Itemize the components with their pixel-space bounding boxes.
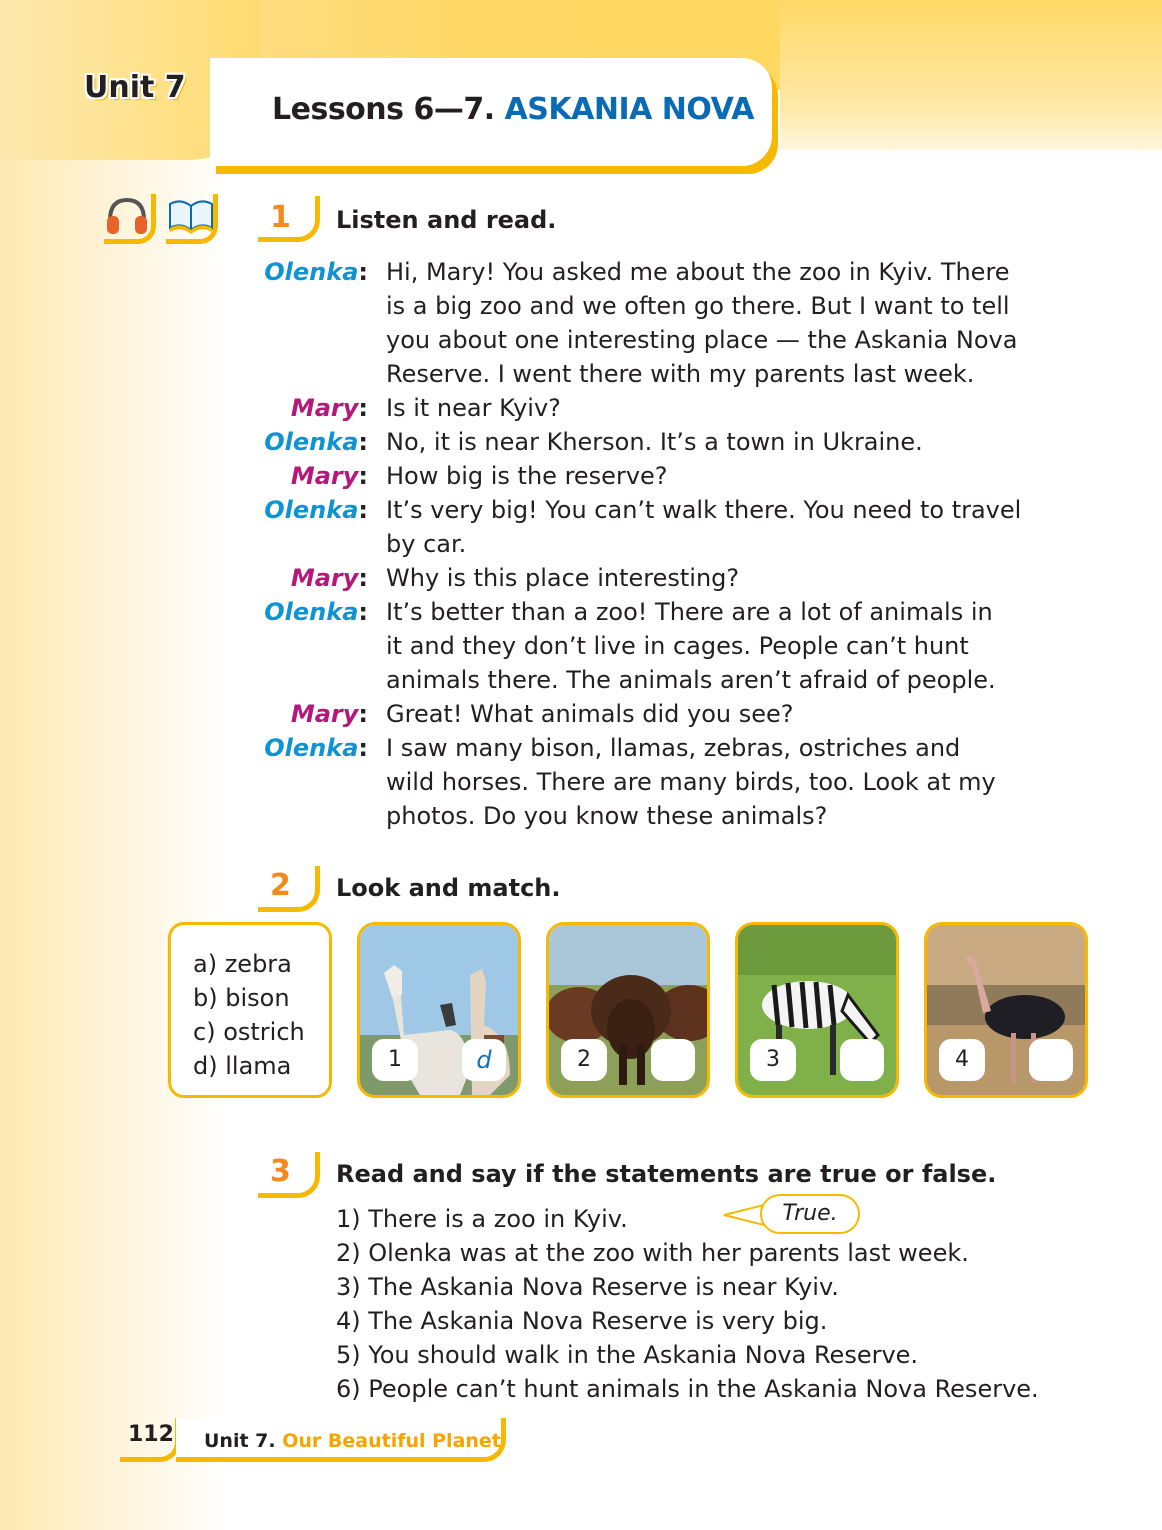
lesson-title	[272, 92, 754, 127]
dialog-text: animals there. The animals aren’t afraid of people.	[386, 666, 996, 694]
task3-number: 3	[270, 1154, 291, 1189]
speaker-name: Olenka	[264, 428, 359, 456]
dialog-line	[240, 289, 1100, 323]
speaker-label	[291, 561, 368, 595]
lesson-name: ASKANIA NOVA	[504, 92, 754, 127]
speaker-label	[291, 459, 368, 493]
statement-item: 3) The Askania Nova Reserve is near Kyiv.	[336, 1273, 839, 1301]
speaker-colon: :	[358, 428, 368, 456]
dialog-line	[240, 255, 1100, 289]
dialog-line	[240, 323, 1100, 357]
speaker-label	[291, 697, 368, 731]
photo-llama	[357, 922, 521, 1098]
dialog	[240, 255, 1100, 833]
example-answer-bubble: True.	[760, 1194, 860, 1234]
speaker-name: Mary	[290, 564, 359, 592]
dialog-line	[240, 561, 1100, 595]
speaker-colon: :	[358, 394, 368, 422]
dialog-text: It’s better than a zoo! There are a lot of animals in	[386, 598, 993, 626]
dialog-line	[240, 731, 1100, 765]
dialog-text: Hi, Mary! You asked me about the zoo in Kyiv. There	[386, 258, 1010, 286]
dialog-text: Is it near Kyiv?	[386, 394, 561, 422]
dialog-text: How big is the reserve?	[386, 462, 668, 490]
dialog-line	[240, 357, 1100, 391]
dialog-line	[240, 391, 1100, 425]
statements-list	[336, 1202, 1039, 1406]
speaker-colon: :	[358, 700, 368, 728]
word-item: a) zebra	[193, 950, 292, 978]
task3-title: Read and say if the statements are true or false.	[336, 1160, 997, 1188]
speaker-label	[264, 425, 368, 459]
statement-item: 6) People can’t hunt animals in the Askania Nova Reserve.	[336, 1375, 1039, 1403]
word-item: d) llama	[193, 1052, 292, 1080]
speaker-colon: :	[358, 734, 368, 762]
dialog-line	[240, 629, 1100, 663]
headphones-icon	[104, 194, 156, 244]
speaker-colon: :	[358, 564, 368, 592]
speaker-label	[264, 493, 368, 527]
answer-box[interactable]	[651, 1039, 695, 1081]
page-number: 112	[128, 1422, 174, 1447]
dialog-text: wild horses. There are many birds, too. Look at my	[386, 768, 996, 796]
speaker-name: Olenka	[264, 598, 359, 626]
unit-label: Unit 7	[84, 70, 186, 105]
page-footer	[120, 1418, 510, 1464]
task2-number: 2	[270, 868, 291, 903]
dialog-line	[240, 595, 1100, 629]
footer-unit-name: Our Beautiful Planet	[282, 1430, 501, 1452]
speaker-label	[264, 255, 368, 289]
answer-box[interactable]	[1029, 1039, 1073, 1081]
photo-zebra	[735, 922, 899, 1098]
dialog-line	[240, 799, 1100, 833]
footer-unit-title	[204, 1430, 501, 1452]
dialog-text: Great! What animals did you see?	[386, 700, 794, 728]
dialog-line	[240, 765, 1100, 799]
photo-number: 2	[561, 1039, 607, 1081]
speaker-colon: :	[358, 598, 368, 626]
book-icon	[166, 194, 218, 244]
dialog-line	[240, 425, 1100, 459]
speaker-name: Olenka	[264, 258, 359, 286]
statement-item: 4) The Askania Nova Reserve is very big.	[336, 1307, 828, 1335]
answer-box[interactable]: d	[462, 1039, 506, 1081]
statement-item: 5) You should walk in the Askania Nova Reserve.	[336, 1341, 919, 1369]
photo-number: 3	[750, 1039, 796, 1081]
dialog-text: photos. Do you know these animals?	[386, 802, 828, 830]
speaker-label	[291, 391, 368, 425]
photo-bison	[546, 922, 710, 1098]
speaker-label	[264, 595, 368, 629]
dialog-text: Why is this place interesting?	[386, 564, 740, 592]
dialog-text: it and they don’t live in cages. People can’t hunt	[386, 632, 969, 660]
dialog-text: I saw many bison, llamas, zebras, ostriches and	[386, 734, 961, 762]
word-list-box	[168, 922, 332, 1098]
task1-title: Listen and read.	[336, 206, 557, 234]
dialog-line	[240, 459, 1100, 493]
lessons-label: Lessons 6—7.	[272, 92, 495, 127]
dialog-line	[240, 527, 1100, 561]
photo-number: 1	[372, 1039, 418, 1081]
speaker-name: Mary	[290, 462, 359, 490]
word-item: c) ostrich	[193, 1018, 305, 1046]
photo-ostrich	[924, 922, 1088, 1098]
footer-unit: Unit 7.	[204, 1430, 276, 1452]
statement-item: 2) Olenka was at the zoo with her parents last week.	[336, 1239, 969, 1267]
dialog-text: is a big zoo and we often go there. But I want to tell	[386, 292, 1010, 320]
speaker-name: Mary	[290, 394, 359, 422]
speaker-colon: :	[358, 462, 368, 490]
photo-number: 4	[939, 1039, 985, 1081]
speaker-name: Olenka	[264, 734, 359, 762]
dialog-text: Reserve. I went there with my parents last week.	[386, 360, 975, 388]
statement-item: 1) There is a zoo in Kyiv.	[336, 1205, 628, 1233]
task2-title: Look and match.	[336, 874, 561, 902]
speaker-colon: :	[358, 258, 368, 286]
dialog-line	[240, 697, 1100, 731]
speaker-colon: :	[358, 496, 368, 524]
dialog-text: you about one interesting place — the Askania Nova	[386, 326, 1018, 354]
word-item: b) bison	[193, 984, 290, 1012]
speaker-label	[264, 731, 368, 765]
task1-number: 1	[270, 200, 291, 235]
dialog-text: No, it is near Kherson. It’s a town in Ukraine.	[386, 428, 923, 456]
dialog-text: It’s very big! You can’t walk there. You need to travel	[386, 496, 1022, 524]
speaker-name: Olenka	[264, 496, 359, 524]
dialog-text: by car.	[386, 530, 467, 558]
dialog-line	[240, 493, 1100, 527]
page-top-band-right	[780, 0, 1162, 150]
speaker-name: Mary	[290, 700, 359, 728]
answer-box[interactable]	[840, 1039, 884, 1081]
dialog-line	[240, 663, 1100, 697]
